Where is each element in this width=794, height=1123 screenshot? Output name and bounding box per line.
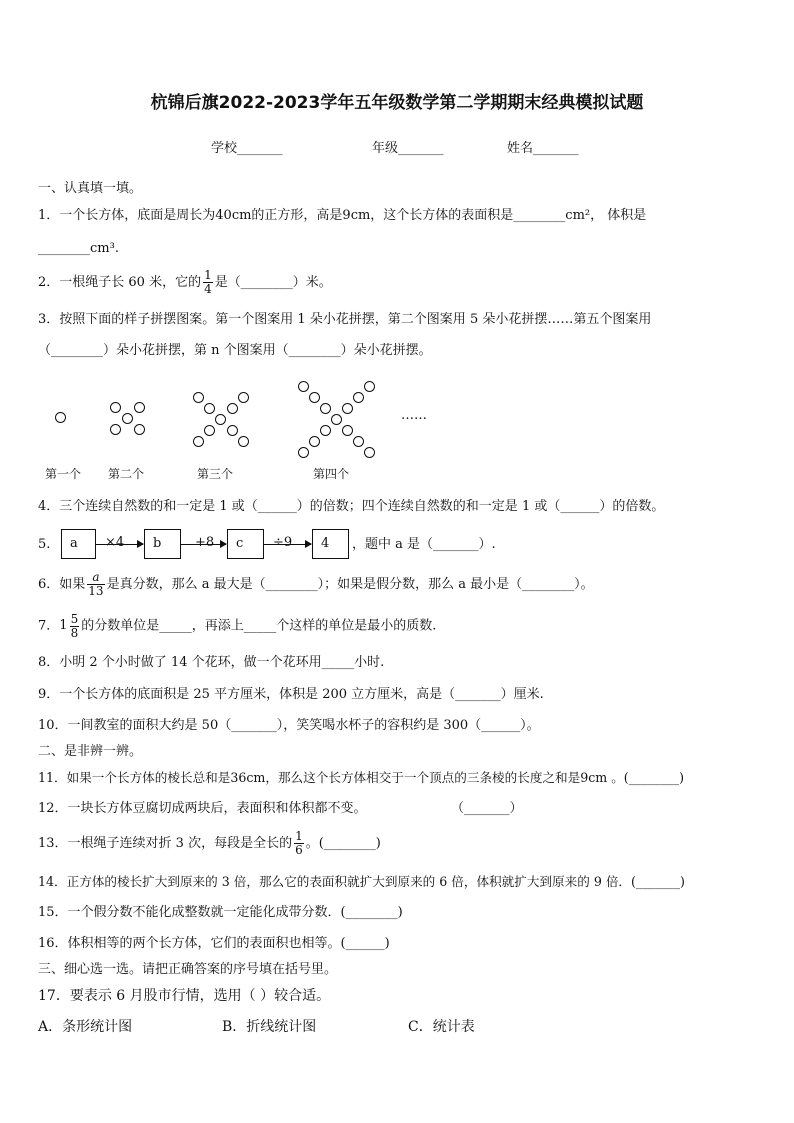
name-field[interactable]: 姓名_______	[507, 141, 579, 156]
flower-circle	[134, 424, 145, 435]
question-14: 14．正方体的棱长扩大到原来的 3 倍，那么它的表面积就扩大到原来的 6 倍，体积就扩大到原来的 9 倍．(_______)	[38, 874, 685, 889]
flower-circle	[204, 425, 215, 436]
question-3-line-1: 3．按照下面的样子拼摆图案。第一个图案用 1 朵小花拼摆，第二个图案用 5 朵小花拼摆……第五个图案用	[38, 312, 652, 327]
flower-circle	[309, 392, 320, 403]
question-15: 15．一个假分数不能化成整数就一定能化成带分数．(________)	[38, 905, 403, 920]
question-10: 10．一间教室的面积大约是 50（_______），笑笑喝水杯子的容积约是 300（______）。	[38, 718, 540, 733]
flower-circle	[298, 381, 309, 392]
flow-box-a	[61, 529, 96, 559]
flower-circle	[238, 436, 249, 447]
question-17-stem: 17．要表示 6 月股市行情，选用（ ）较合适。	[38, 988, 331, 1004]
flower-circle	[193, 392, 204, 403]
question-1-line-1: 1．一个长方体，底面是周长为40cm的正方形，高是9cm，这个长方体的表面积是________cm²， 体积是	[38, 208, 647, 223]
fraction-a-over-13	[87, 571, 104, 598]
flower-circle	[364, 381, 375, 392]
fraction-denominator: 8	[70, 625, 79, 640]
flow-box-result	[312, 529, 349, 559]
pattern-label-2: 第二个	[108, 467, 145, 481]
flower-circle	[238, 392, 249, 403]
question-13	[38, 829, 381, 859]
flow-box-c	[227, 529, 264, 559]
fraction-one-sixth	[294, 830, 304, 857]
flow-box-label: b	[153, 536, 162, 551]
flower-circle	[110, 424, 121, 435]
fraction-numerator: 1	[295, 829, 303, 843]
section-heading-1: 一、认真填一填。	[38, 181, 143, 196]
fraction-numerator: 1	[204, 268, 212, 282]
flower-circle	[298, 447, 309, 458]
flower-circle	[342, 403, 353, 414]
question-7-post: 的分数单位是_____，再添上_____个这样的单位是最小的质数.	[81, 618, 437, 634]
pattern-label-3: 第三个	[197, 467, 234, 481]
flow-operation-label: +8	[195, 535, 215, 550]
flower-circle	[55, 412, 66, 423]
flower-circle	[227, 403, 238, 414]
pattern-label-1: 第一个	[45, 467, 82, 481]
question-13-pre: 13．一根绳子连续对折 3 次，每段是全长的	[38, 836, 293, 851]
flow-box-label: a	[70, 536, 78, 551]
flow-box-b	[144, 529, 181, 559]
flower-circle	[342, 425, 353, 436]
grade-field[interactable]: 年级_______	[372, 141, 444, 156]
flower-circle	[193, 436, 204, 447]
fraction-five-eighths	[70, 613, 80, 640]
flow-operation-label: ÷9	[273, 535, 293, 550]
flower-circle	[227, 425, 238, 436]
question-6-post: 是真分数，那么 a 最大是（________）；如果是假分数，那么 a 最小是（________）。	[106, 577, 594, 592]
question-6	[38, 570, 594, 600]
question-2-pre: 2．一根绳子长 60 米，它的	[38, 275, 202, 290]
question-7-pre: 7．	[38, 618, 60, 634]
question-3-line-2: （________）朵小花拼摆，第 n 个图案用（________）朵小花拼摆。	[38, 343, 432, 358]
school-field[interactable]: 学校_______	[211, 141, 283, 156]
question-12-blank: （_______）	[451, 801, 523, 816]
question-8: 8．小明 2 个小时做了 14 个花环，做一个花环用_____小时.	[38, 655, 385, 670]
flower-circle	[309, 436, 320, 447]
question-13-post: 。(________)	[305, 836, 381, 851]
flower-circle	[364, 447, 375, 458]
section-heading-3: 三、细心选一选。请把正确答案的序号填在括号里。	[38, 962, 338, 977]
question-7	[38, 611, 436, 642]
flower-circle	[134, 402, 145, 413]
question-16: 16．体积相等的两个长方体，它们的表面积也相等。(______)	[38, 936, 390, 951]
flower-circle	[353, 392, 364, 403]
option-a[interactable]: A．条形统计图	[38, 1019, 133, 1035]
pattern-ellipsis: ……	[401, 408, 427, 423]
question-5-tail: ，题中 a 是（_______）.	[352, 537, 496, 552]
flower-circle	[320, 403, 331, 414]
option-c[interactable]: C．统计表	[408, 1019, 475, 1035]
question-9: 9．一个长方体的底面积是 25 平方厘米，体积是 200 立方厘米，高是（_______）厘米.	[38, 687, 544, 702]
flower-circle	[122, 413, 133, 424]
fraction-numerator: 5	[70, 611, 79, 626]
question-12-text: 12．一块长方体豆腐切成两块后，表面积和体积都不变。	[38, 801, 367, 816]
fraction-denominator: 13	[88, 584, 104, 598]
flow-operation-label: ×4	[105, 535, 125, 550]
question-6-pre: 6．如果	[38, 577, 86, 592]
fraction-one-quarter	[203, 269, 213, 296]
flower-circle	[110, 402, 121, 413]
flower-circle	[320, 425, 331, 436]
flower-circle	[215, 414, 226, 425]
flower-circle	[331, 414, 342, 425]
page-title: 杭锦后旗2022-2023学年五年级数学第二学期期末经典模拟试题	[150, 93, 644, 113]
fraction-numerator: a	[87, 571, 104, 585]
mixed-number-whole: 1	[59, 618, 68, 633]
question-2	[38, 268, 332, 298]
question-4: 4．三个连续自然数的和一定是 1 或（______）的倍数；四个连续自然数的和一定是 1 或（______）的倍数。	[38, 499, 665, 514]
option-b[interactable]: B．折线统计图	[222, 1019, 317, 1035]
question-1-line-2: ________cm³.	[38, 241, 119, 256]
flower-circle	[204, 403, 215, 414]
question-2-post: 是（________）米。	[214, 275, 332, 290]
section-heading-2: 二、是非辨一辨。	[38, 744, 143, 759]
fraction-denominator: 6	[295, 843, 303, 857]
question-12	[38, 801, 523, 817]
pattern-label-4: 第四个	[313, 467, 350, 481]
question-11: 11．如果一个长方体的棱长总和是36cm，那么这个长方体相交于一个顶点的三条棱的长度之和是9cm 。(________)	[38, 770, 685, 785]
flow-box-label: c	[236, 536, 244, 551]
fraction-denominator: 4	[204, 282, 212, 296]
flow-box-label: 4	[321, 536, 330, 551]
flower-circle	[353, 436, 364, 447]
question-5-number: 5.	[38, 537, 51, 552]
